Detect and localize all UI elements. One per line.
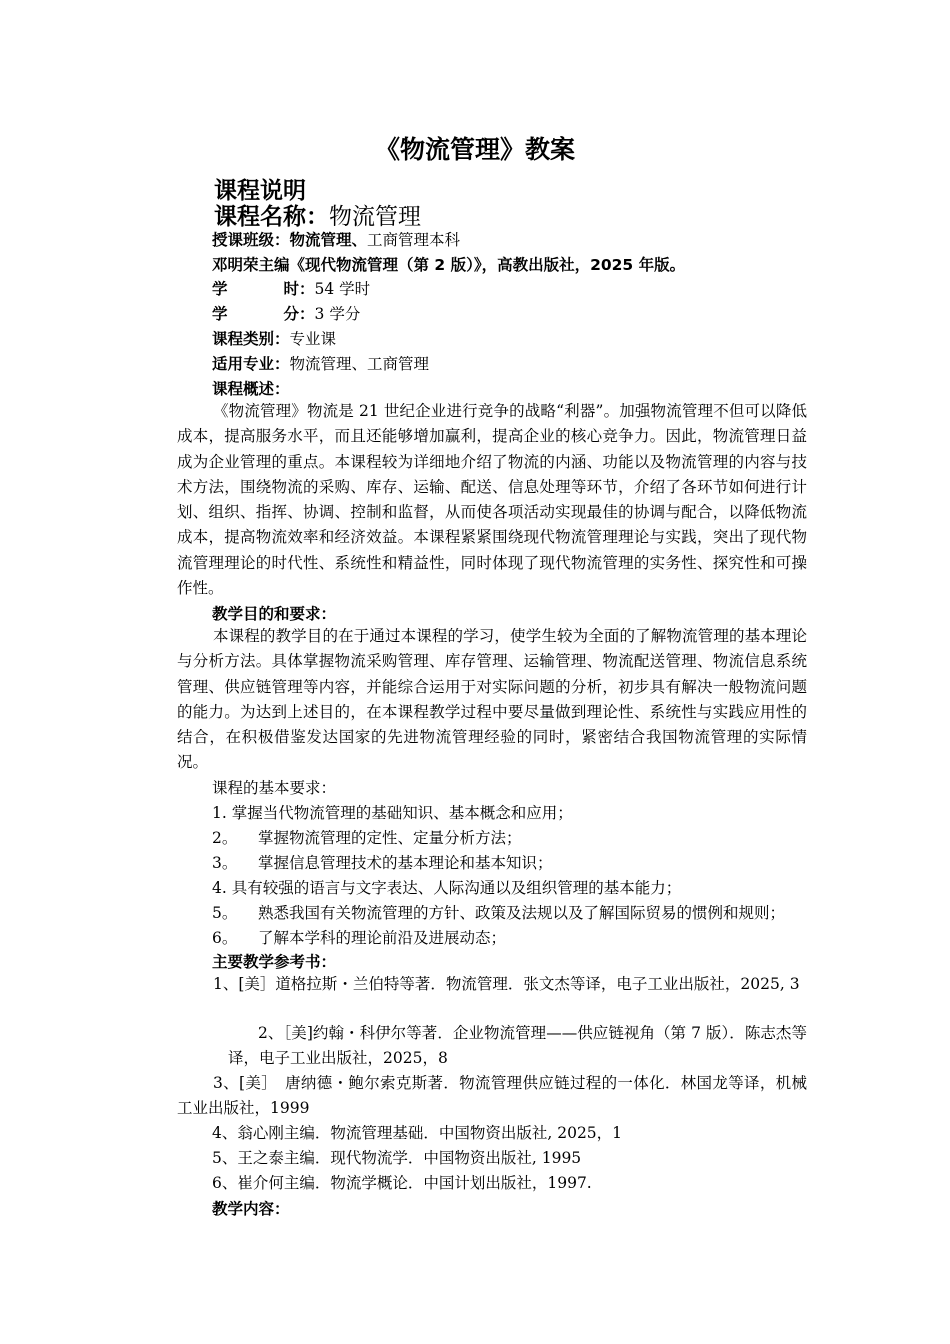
reference-item: 5、王之泰主编．现代物流学．中国物资出版社, 1995 (212, 1149, 582, 1167)
category-label: 课程类别： (212, 330, 290, 348)
requirement-item (212, 926, 506, 948)
majors-label: 适用专业： (212, 355, 290, 373)
requirement-text: 具有较强的语言与文字表达、人际沟通以及组织管理的基本能力； (231, 879, 682, 897)
course-name-line (214, 198, 421, 231)
class-value-rest: 工商管理本科 (367, 231, 461, 249)
class-value-bold: 物流管理、 (289, 231, 368, 249)
document-title: 《物流管理》教案 (374, 135, 575, 164)
hours-label-b: 时： (283, 280, 315, 298)
overview-heading: 课程概述： (212, 380, 290, 398)
requirement-item (212, 801, 573, 823)
basic-requirements-heading: 课程的基本要求： (212, 779, 337, 797)
objectives-paragraph: 本课程的教学目的在于通过本课程的学习，使学生较为全面的了解物流管理的基本理论与分析方法。具体掌握物流采购管理、库存管理、运输管理、物流配送管理、物流信息系统管理、供应链管理等内容，并能综合运用于对实际问题的分析，初步具有解决一般物流问题的能力。为达到上述目的，在本课程教学过程中要尽量做到理论性、系统性与实践应用性的结合，在积极借鉴发达国家的先进物流管理经验的同时，紧密结合我国物流管理的实际情况。 (177, 627, 807, 772)
class-line (212, 228, 460, 250)
requirement-text: 掌握信息管理技术的基本理论和基本知识； (258, 854, 553, 872)
credits-line (212, 302, 360, 324)
hours-label-a: 学 (212, 280, 228, 298)
requirement-number: 3。 (212, 854, 238, 872)
requirement-item (212, 876, 681, 898)
category-line (212, 327, 336, 349)
reference-item: 3、[美］ 唐纳德・鲍尔索克斯著．物流管理供应链过程的一体化．林国龙等译，机械工业出版社，1999 (177, 1074, 807, 1118)
credits-label-b: 分： (283, 305, 315, 323)
content-heading: 教学内容： (212, 1200, 290, 1218)
course-name-label: 课程名称： (214, 204, 329, 230)
references-heading: 主要教学参考书： (212, 953, 337, 971)
requirement-item (212, 826, 522, 848)
hours-line (212, 277, 370, 299)
class-label: 授课班级： (212, 231, 290, 249)
credits-label-a: 学 (212, 305, 228, 323)
requirement-number: 4. (212, 879, 227, 897)
reference-item: 2、［美]约翰・科伊尔等著．企业物流管理——供应链视角（第 7 版）．陈志杰等译，电子工业出版社，2025，8 (228, 1024, 807, 1068)
reference-item: 1、[美］道格拉斯・兰伯特等著．物流管理．张文杰等译，电子工业出版社，2025, 3 (213, 975, 800, 993)
requirement-number: 5。 (212, 904, 238, 922)
requirement-item (212, 851, 553, 873)
requirement-text: 熟悉我国有关物流管理的方针、政策及法规以及了解国际贸易的惯例和规则； (258, 904, 786, 922)
requirement-text: 掌握物流管理的定性、定量分析方法； (258, 829, 522, 847)
hours-value: 54 学时 (314, 280, 371, 298)
course-name-value: 物流管理 (329, 204, 421, 230)
overview-paragraph: 《物流管理》物流是 21 世纪企业进行竞争的战略“利器”。加强物流管理不但可以降低成本，提高服务水平，而且还能够增加赢利，提高企业的核心竞争力。因此，物流管理日益成为企业管理的重点。本课程较为详细地介绍了物流的内涵、功能以及物流管理的内容与技术方法，围绕物流的采购、库存、运输、配送、信息处理等环节，介绍了各环节如何进行计划、组织、指挥、协调、控制和监督，从而使各项活动实现最佳的协调与配合，以降低物流成本，提高物流效率和经济效益。本课程紧紧围绕现代物流管理理论与实践，突出了现代物流管理理论的时代性、系统性和精益性，同时体现了现代物流管理的实务性、探究性和可操作性。 (177, 402, 807, 598)
requirement-number: 6。 (212, 929, 238, 947)
requirement-text: 了解本学科的理论前沿及进展动态； (258, 929, 507, 947)
majors-value: 物流管理、工商管理 (289, 355, 430, 373)
credits-value: 3 学分 (314, 305, 361, 323)
reference-item: 6、崔介何主编．物流学概论．中国计划出版社，1997. (212, 1174, 592, 1192)
textbook-line: 邓明荣主编《现代物流管理（第 2 版）》，高教出版社，2025 年版。 (212, 256, 686, 274)
requirement-item (212, 901, 785, 923)
reference-item: 4、翁心刚主编．物流管理基础．中国物资出版社, 2025，1 (212, 1124, 623, 1142)
requirement-number: 2。 (212, 829, 238, 847)
majors-line (212, 352, 429, 374)
category-value: 专业课 (289, 330, 337, 348)
requirement-number: 1. (212, 804, 227, 822)
objectives-heading: 教学目的和要求： (212, 605, 337, 623)
requirement-text: 掌握当代物流管理的基础知识、基本概念和应用； (231, 804, 573, 822)
course-description-heading: 课程说明 (214, 178, 306, 204)
